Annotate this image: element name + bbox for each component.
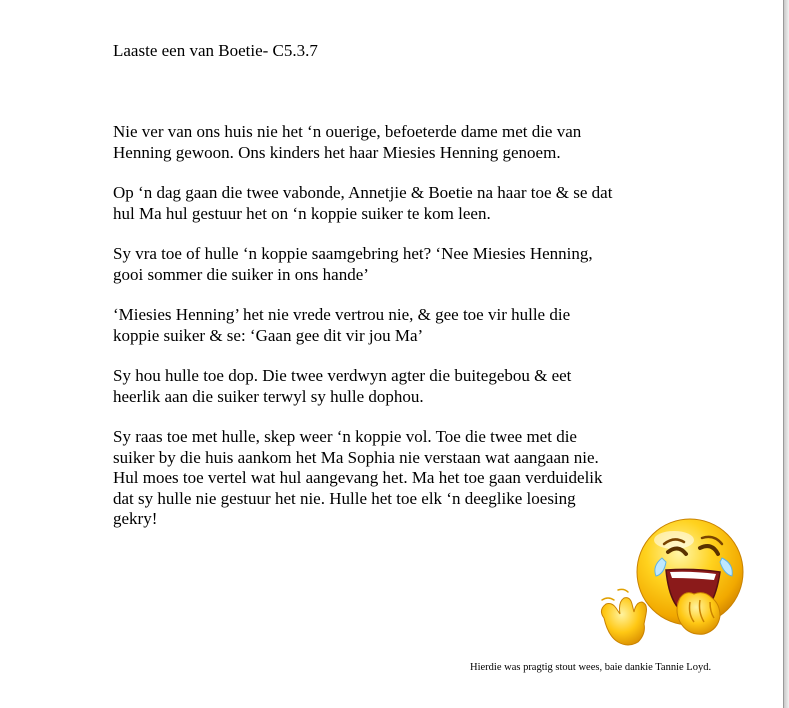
- text-line: Sy raas toe met hulle, skep weer ‘n koppie vol. Toe die twee met die: [113, 427, 577, 446]
- laughing-emoji-icon: [594, 518, 746, 648]
- paragraph: [113, 305, 673, 346]
- page-shadow: [784, 0, 789, 708]
- text-line: Nie ver van ons huis nie het ‘n ouerige, befoeterde dame met die van: [113, 122, 582, 141]
- text-line: Sy hou hulle toe dop. Die twee verdwyn agter die buitegebou & eet: [113, 366, 572, 385]
- document-title: Laaste een van Boetie- C5.3.7: [113, 41, 318, 60]
- text-line: gooi sommer die suiker in ons hande’: [113, 264, 369, 284]
- paragraph: [113, 183, 673, 224]
- text-line: gekry!: [113, 509, 158, 528]
- text-line: Sy vra toe of hulle ‘n koppie saamgebring het? ‘Nee Miesies Henning,: [113, 244, 593, 263]
- text-line: suiker by die huis aankom het Ma Sophia nie verstaan wat aangaan nie.: [113, 447, 599, 467]
- text-line: koppie suiker & se: ‘Gaan gee dit vir jou Ma’: [113, 325, 424, 345]
- text-line: Henning gewoon. Ons kinders het haar Miesies Henning genoem.: [113, 142, 561, 162]
- text-line: hul Ma hul gestuur het on ‘n koppie suiker te kom leen.: [113, 203, 491, 223]
- text-line: Hul moes toe vertel wat hul aangevang het. Ma het toe gaan verduidelik: [113, 468, 603, 487]
- paragraph: [113, 122, 673, 163]
- paragraph: [113, 427, 673, 530]
- footer-note: Hierdie was pragtig stout wees, baie dankie Tannie Loyd.: [470, 662, 712, 673]
- paragraph: [113, 244, 673, 285]
- text-line: heerlik aan die suiker terwyl sy hulle dophou.: [113, 386, 424, 406]
- document-body: [113, 122, 673, 550]
- text-line: ‘Miesies Henning’ het nie vrede vertrou nie, & gee toe vir hulle die: [113, 305, 571, 324]
- text-line: Op ‘n dag gaan die twee vabonde, Annetjie & Boetie na haar toe & se dat: [113, 183, 613, 202]
- paragraph: [113, 366, 673, 407]
- text-line: dat sy hulle nie gestuur het nie. Hulle het toe elk ‘n deeglike loesing: [113, 488, 576, 508]
